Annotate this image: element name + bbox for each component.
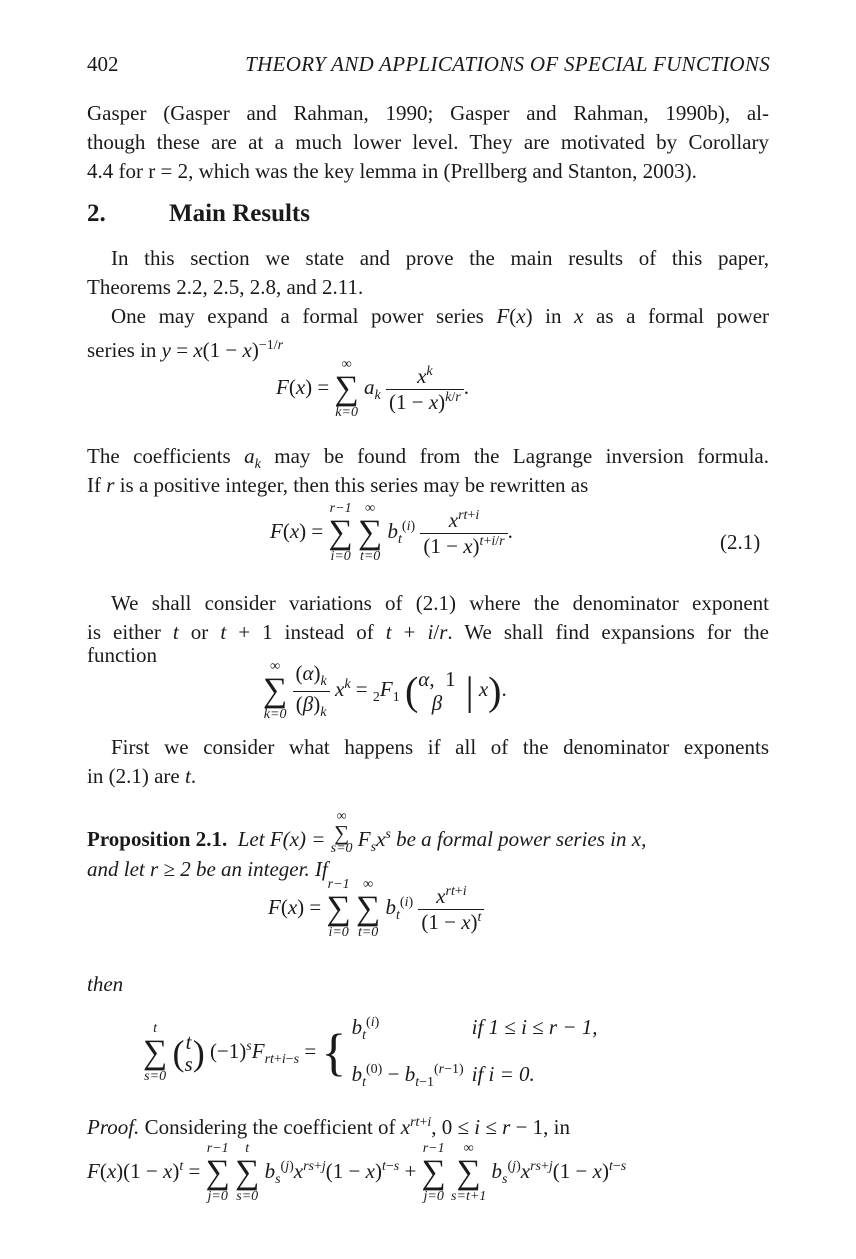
case-2-condition: if i = 0.	[471, 1062, 535, 1087]
equation-prop-conclusion: t ∑ s=0 (t s) $(-1)^sF_{rt+i-s}$ = { $b_t^{(i)}$ if 1 ≤ i ≤ r − 1, $b_t^{(0)} - b_{t-1}^{(r-1)}$ if i = 0.	[143, 1015, 598, 1091]
page-number: 402	[87, 52, 119, 76]
para3-line-1: The coefficients $a_k$ may be found from the Lagrange inversion formula.	[87, 444, 769, 473]
proposition-label: Proposition 2.1.	[87, 827, 228, 851]
equation-2-1: F(x) = r−1 ∑ i=0 ∞ ∑ t=0 $b_t^{(i)}$ $\frac{x^{rt+i}}{(1 - x)^{t+i/r}}$ .	[270, 501, 513, 564]
proposition-2-1-line-2: and let r ≥ 2 be an integer. If	[87, 857, 328, 881]
running-header	[87, 52, 770, 82]
section-title: Main Results	[169, 200, 310, 227]
proposition-2-1-line-1: Proposition 2.1. Let F(x) = ∞ ∑ s=0 $F_sx^s$ be a formal power series in x,	[87, 809, 647, 856]
proof-label: Proof.	[87, 1115, 140, 1139]
para2-line-2: series in $y = x(1 - x)^{-1/r}$	[87, 338, 284, 362]
para4-line-3: function	[87, 643, 157, 667]
para4-line-2: is either t or t + 1 instead of t + i/r. We shall find expansions for the	[87, 620, 769, 644]
para1-line-2: Theorems 2.2, 2.5, 2.8, and 2.11.	[87, 275, 364, 299]
running-title: THEORY AND APPLICATIONS OF SPECIAL FUNCTIONS	[245, 52, 770, 76]
para3-line-2: If r is a positive integer, then this series may be rewritten as	[87, 473, 589, 497]
para5-line-1: First we consider what happens if all of the denominator exponents	[111, 735, 769, 759]
equation-proof-expansion: $F(x)(1 - x)^t$ = r−1 ∑ j=0 t ∑ s=0 $b_s^{(j)}x^{rs+j}(1 - x)^{t-s}$ + r−1 ∑ j=0 ∞ ∑ s=t+1 $b_s^{(j)}x^{rs+j}(1 - x)^{t-s}$	[87, 1141, 627, 1204]
equation-hypergeometric: ∞ ∑ k=0 $\frac{(\alpha)_k}{(\beta)_k}$ $x^k = _2F_1$ (α, 1 β | x).	[263, 659, 507, 722]
proposition-then	[87, 970, 769, 999]
para2-line-1: One may expand a formal power series F(x) in x as a formal power	[111, 304, 770, 328]
para5-line-2: in (2.1) are t.	[87, 764, 197, 788]
para4-line-1: We shall consider variations of (2.1) where the denominator exponent	[111, 591, 769, 615]
intro-line-1: Gasper (Gasper and Rahman, 1990; Gasper and Rahman, 1990b), al-	[87, 101, 769, 125]
proof-line: Proof. Considering the coefficient of $x^{rt+i}$, 0 ≤ i ≤ r − 1, in	[87, 1115, 571, 1139]
then-word: then	[87, 972, 124, 996]
equation-number-2-1: (2.1)	[720, 530, 761, 554]
para1-line-1: In this section we state and prove the main results of this paper,	[111, 246, 769, 270]
case-1-condition: if 1 ≤ i ≤ r − 1,	[471, 1015, 598, 1039]
intro-line-3: 4.4 for r = 2, which was the key lemma in (Prellberg and Stanton, 2003).	[87, 159, 697, 183]
equation-series-y: F(x) = ∞ ∑ k=0 $a_k$ $\frac{x^k}{(1 - x)^{k/r}}$ .	[276, 357, 469, 420]
section-heading	[87, 200, 310, 228]
intro-line-2: though these are at a much lower level. They are motivated by Corollary	[87, 130, 769, 154]
equation-prop-hypothesis: F(x) = r−1 ∑ i=0 ∞ ∑ t=0 $b_t^{(i)}$ $\frac{x^{rt+i}}{(1 - x)^t}$	[268, 878, 484, 940]
section-number: 2.	[87, 200, 106, 227]
